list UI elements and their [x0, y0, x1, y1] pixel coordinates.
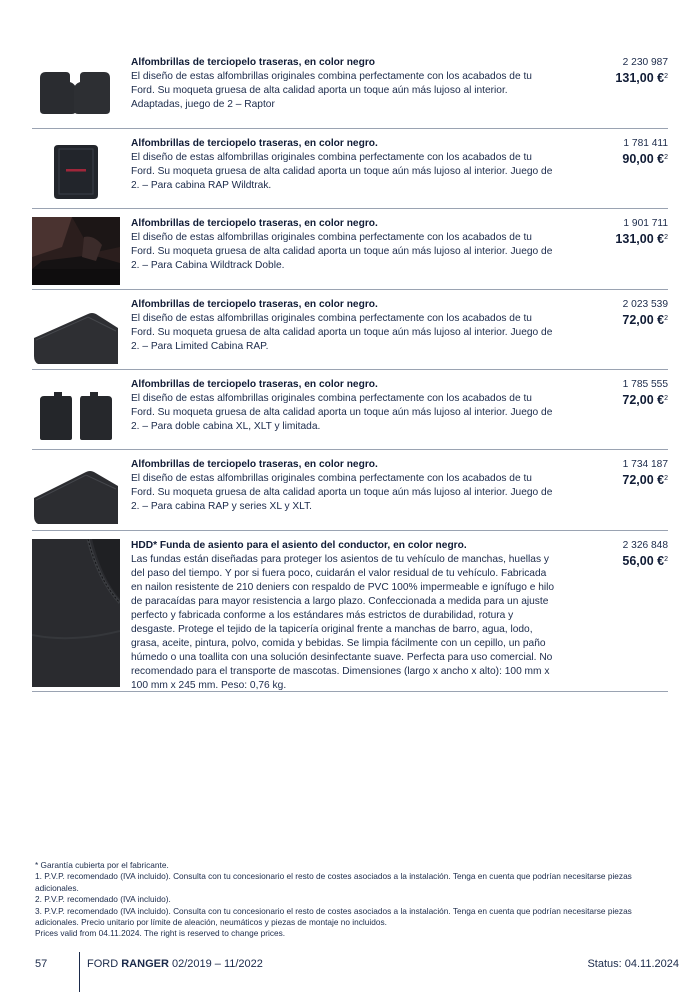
- product-price: 56,00 €$^2$: [622, 554, 668, 568]
- part-number: 2 230 987: [622, 57, 668, 68]
- part-number: 2 023 539: [622, 299, 668, 310]
- product-list: [32, 48, 668, 692]
- footnote-3: 3. P.V.P. recomendado (IVA incluido). Consulta con tu concesionario el resto de costes asociados a la instalación. Tenga en cuenta que podrían necesitarse piezas adicionales. Precio unitario por límite de aleación, neumáticos y piezas de montaje no incluidos.: [35, 905, 632, 928]
- footnote-warranty: * Garantía cubierta por el fabricante.: [35, 860, 169, 870]
- page-number: 57: [35, 958, 48, 970]
- footer-divider: [79, 952, 80, 992]
- product-info: [131, 217, 558, 283]
- footnote-marker: 2: [664, 556, 668, 563]
- product-info: [131, 137, 558, 202]
- product-row: [32, 370, 668, 450]
- part-number: 1 781 411: [623, 138, 668, 149]
- car-interior-photo: [32, 217, 120, 285]
- part-number: 1 785 555: [622, 379, 668, 390]
- product-info: [131, 298, 558, 363]
- price-column: [558, 137, 668, 202]
- product-price: 131,00 €$^2$: [615, 232, 668, 246]
- footnote-2: 2. P.V.P. recomendado (IVA incluido).: [35, 894, 171, 905]
- product-description: El diseño de estas alfombrillas originales combina perfectamente con los acabados de tu Ford. Su moqueta gruesa de alta calidad aporta un toque aún más lujoso al interior. Juego de 2. – Para Limited Cabina RAP.: [131, 313, 553, 352]
- product-info: [131, 56, 558, 122]
- price-column: [558, 217, 668, 283]
- floor-mat-with-logo-image: [32, 137, 120, 205]
- product-info: [131, 378, 558, 443]
- product-title: HDD* Funda de asiento para el asiento del conductor, en color negro.: [131, 540, 467, 551]
- price-column: [558, 458, 668, 524]
- product-row: [32, 129, 668, 209]
- price-validity-note: Prices valid from 04.11.2024. The right is reserved to change prices.: [35, 928, 286, 939]
- model-period: 02/2019 – 11/2022: [171, 958, 263, 970]
- product-price: 72,00 €$^2$: [622, 313, 668, 327]
- product-row: [32, 531, 668, 692]
- floor-mat-angled-image: [32, 458, 120, 526]
- product-title: Alfombrillas de terciopelo traseras, en color negro.: [131, 138, 378, 149]
- footnote-1: 1. P.V.P. recomendado (IVA incluido). Consulta con tu concesionario el resto de costes asociados a la instalación. Tenga en cuenta que podrían necesitarse piezas adicionales.: [35, 871, 632, 893]
- product-row: [32, 48, 668, 129]
- product-price: 72,00 €$^2$: [622, 393, 668, 407]
- footnote-marker: 2: [664, 475, 668, 482]
- product-description: El diseño de estas alfombrillas originales combina perfectamente con los acabados de tu Ford. Su moqueta gruesa de alta calidad aporta un toque aún más lujoso al interior. Juego de 2. – Para doble cabina XL, XLT y limitada.: [131, 393, 553, 432]
- footnote-marker: 2: [664, 154, 668, 161]
- product-description: El diseño de estas alfombrillas originales combina perfectamente con los acabados de tu Ford. Su moqueta gruesa de alta calidad aporta un toque aún más lujoso al interior. Juego de 2. – Para cabina RAP Wildtrak.: [131, 152, 553, 191]
- rear-velour-floor-mats-pair-image: [32, 56, 120, 124]
- model-name: RANGER: [121, 958, 169, 970]
- footnote-marker: 2: [664, 234, 668, 241]
- product-title: Alfombrillas de terciopelo traseras, en color negro: [131, 57, 376, 68]
- footnote-marker: 2: [664, 395, 668, 402]
- floor-mat-angled-image: [32, 298, 120, 366]
- product-title: Alfombrillas de terciopelo traseras, en color negro.: [131, 299, 378, 310]
- product-price: 90,00 €$^2$: [622, 152, 668, 166]
- product-description: El diseño de estas alfombrillas originales combina perfectamente con los acabados de tu Ford. Su moqueta gruesa de alta calidad aporta un toque aún más lujoso al interior. Juego de 2. – Para cabina RAP y series XL y XLT.: [131, 473, 553, 512]
- footnotes: [35, 860, 665, 940]
- price-column: [558, 56, 668, 122]
- rear-floor-mats-pair-image: [32, 378, 120, 446]
- product-row: [32, 209, 668, 290]
- page-footer: [35, 952, 679, 992]
- brand-name: FORD: [87, 958, 119, 970]
- part-number: 1 734 187: [622, 459, 668, 470]
- part-number: 2 326 848: [622, 540, 668, 551]
- product-description: Las fundas están diseñadas para proteger los asientos de tu vehículo de manchas, huellas y del paso del tiempo. Y por si fuera poco, cuidarán el valor residual de tu vehículo. Fabricada en nailon resistente de 210 deniers con respaldo de PVC 100% impermeable e ignífugo e hilo de paracaídas para mayor resistencia a largo plazo. Confeccionada a medida para un ajuste perfecto y fabricada conforme a los estándares más estrictos de durabilidad, rotura y desgaste. Protege el tejido de la tapicería original frente a manchas de barro, agua, lodo, grasa, aceite, pintura, polvo, comida y bebidas. Se limpia fácilmente con un cepillo, un paño húmedo o una toallita con una solución desinfectante suave. Perfecta para uso comercial. No recomendado para el transporte de mascotas. Dimensiones (largo x ancho x alto): 100 mm x 100 mm x 245 mm. Peso: 0,76 kg.: [131, 554, 555, 691]
- product-row: [32, 290, 668, 370]
- product-title: Alfombrillas de terciopelo traseras, en color negro.: [131, 379, 378, 390]
- price-column: [558, 378, 668, 443]
- footnote-marker: 2: [664, 73, 668, 80]
- price-column: [558, 298, 668, 363]
- seat-cover-photo: [32, 539, 120, 687]
- product-row: [32, 450, 668, 531]
- product-title: Alfombrillas de terciopelo traseras, en color negro.: [131, 218, 378, 229]
- part-number: 1 901 711: [623, 218, 668, 229]
- product-description: El diseño de estas alfombrillas originales combina perfectamente con los acabados de tu Ford. Su moqueta gruesa de alta calidad aporta un toque aún más lujoso al interior. Juego de 2. – Para Cabina Wildtrack Doble.: [131, 232, 553, 271]
- product-description: El diseño de estas alfombrillas originales combina perfectamente con los acabados de tu Ford. Su moqueta gruesa de alta calidad aporta un toque aún más lujoso al interior. Adaptadas, juego de 2 – Raptor: [131, 71, 532, 110]
- footnote-marker: 2: [664, 315, 668, 322]
- product-info: [131, 458, 558, 524]
- product-info: [131, 539, 558, 691]
- product-title: Alfombrillas de terciopelo traseras, en color negro.: [131, 459, 378, 470]
- status-date: Status: 04.11.2024: [587, 958, 679, 970]
- price-column: [558, 539, 668, 685]
- product-price: 131,00 €$^2$: [615, 71, 668, 85]
- footer-model-line: [87, 958, 263, 970]
- product-price: 72,00 €$^2$: [622, 473, 668, 487]
